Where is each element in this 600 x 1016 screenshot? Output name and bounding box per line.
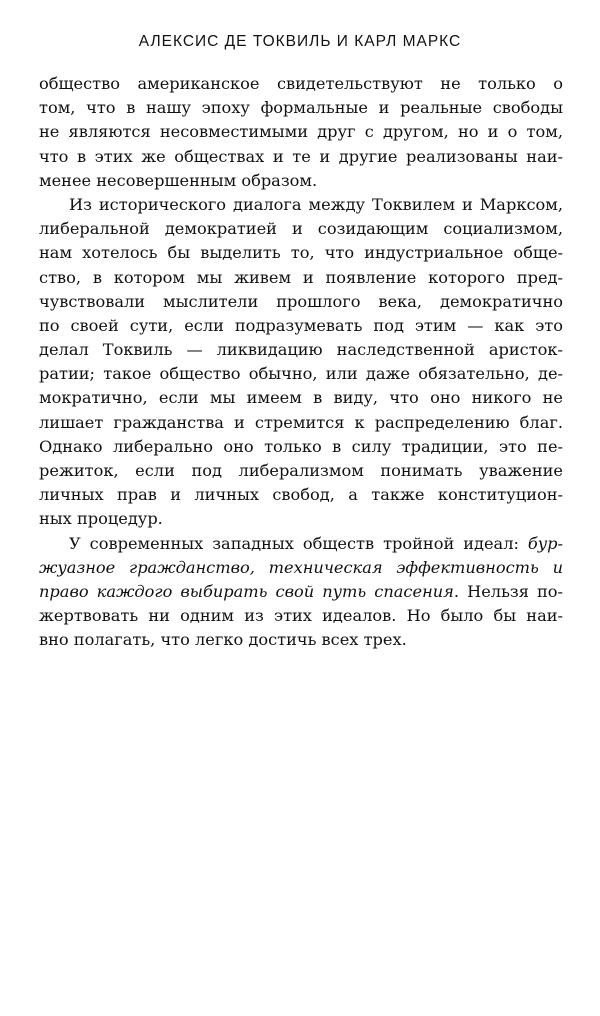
text-line: ратии; такое общество обычно, или даже обязательно, де- — [39, 364, 563, 384]
paragraph-2 — [39, 193, 563, 532]
body-text — [39, 72, 563, 653]
text-line — [39, 532, 563, 556]
text-line: либеральной демократией и созидающим социализмом, — [39, 219, 563, 239]
text-line: ство, в котором мы живем и появление которого пред- — [39, 267, 563, 287]
text-line: мократично, если мы имеем в виду, что оно никого не — [39, 388, 563, 408]
text-line: не являются несовместимыми друг с другом, но и о том, — [39, 122, 563, 142]
text-line — [39, 556, 563, 580]
text-line: ных процедур. — [39, 509, 163, 529]
text-segment: . Нельзя по- — [453, 581, 563, 601]
running-head: АЛЕКСИС ДЕ ТОКВИЛЬ И КАРЛ МАРКС — [138, 33, 462, 50]
text-line: режиток, если под либерализмом понимать уважение — [39, 461, 563, 480]
text-line: личных прав и личных свобод, а также конституцион- — [39, 485, 563, 505]
italic-segment: бур- — [527, 533, 563, 553]
text-line: жертвовать ни одним из этих идеалов. Но было бы наи- — [39, 606, 563, 626]
text-line: по своей сути, если подразумевать под этим — как это — [39, 315, 563, 335]
text-line: лишает гражданства и стремится к распределению благ. — [39, 412, 563, 432]
text-line: Из исторического диалога между Токвилем и Марксом, — [69, 194, 563, 214]
paragraph-3 — [39, 532, 563, 653]
text-line: том, что в нашу эпоху формальные и реальные свободы — [39, 98, 563, 118]
text-line: делал Токвиль — ликвидацию наследственной аристок- — [39, 340, 563, 360]
text-line: что в этих же обществах и те и другие реализованы наи- — [39, 146, 563, 166]
italic-segment: жуазное гражданство, техническая эффективность и — [39, 557, 563, 577]
text-line — [39, 580, 563, 604]
text-line: менее несовершенным образом. — [39, 170, 318, 190]
text-line: общество американское свидетельствуют не только о — [39, 74, 563, 93]
text-line: вно полагать, что легко достичь всех трех. — [39, 630, 407, 650]
italic-segment: право каждого выбирать свой путь спасения — [39, 581, 454, 601]
text-line: Однако либерально оно только в силу традиции, это пе- — [39, 436, 563, 456]
text-segment: У современных западных обществ тройной идеал: — [69, 533, 528, 553]
paragraph-1 — [39, 72, 563, 193]
text-line: чувствовали мыслители прошлого века, демократично — [39, 291, 563, 311]
text-line: нам хотелось бы выделить то, что индустриальное обще- — [39, 243, 563, 263]
